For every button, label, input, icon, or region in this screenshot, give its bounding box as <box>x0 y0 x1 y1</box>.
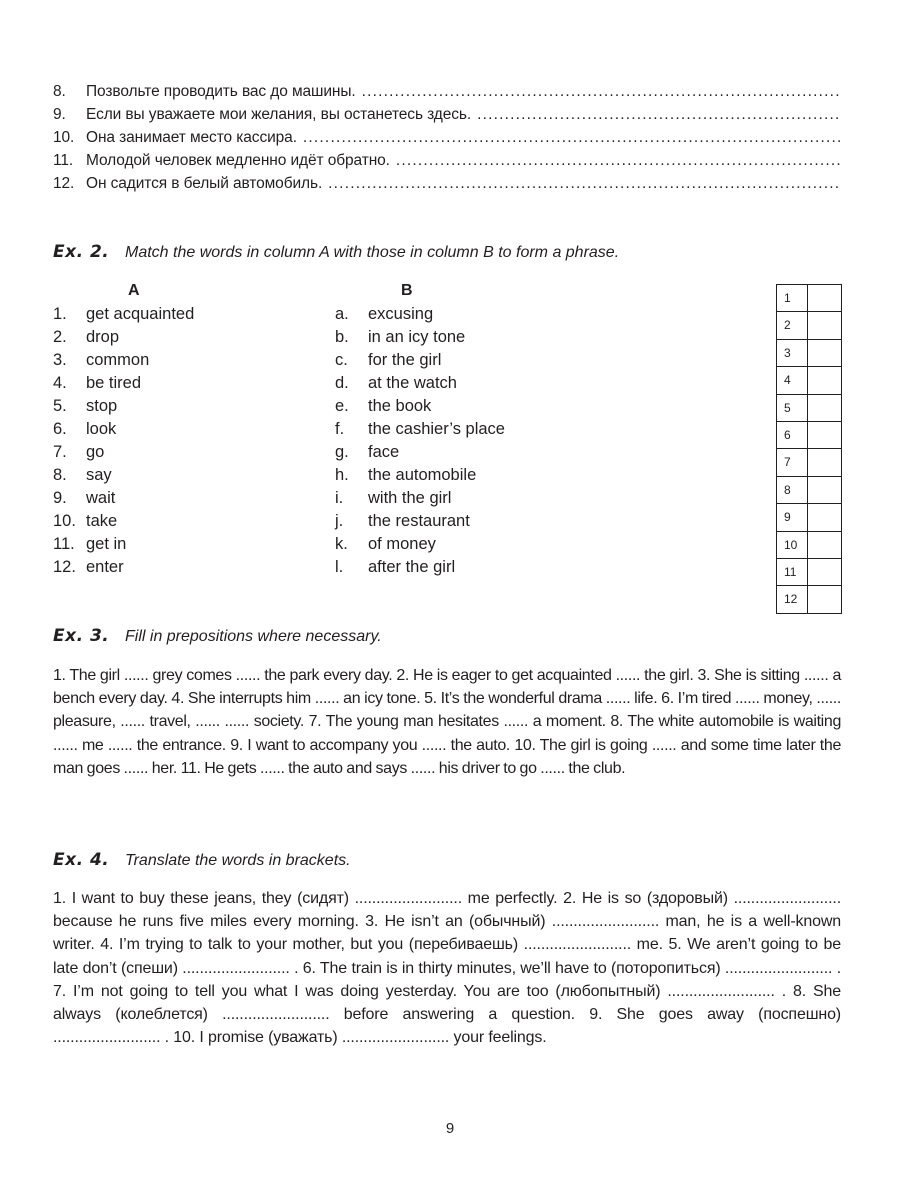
item-number: 2. <box>53 328 67 346</box>
column-b-item <box>335 372 457 395</box>
exercise-label: Ex. 4. <box>53 850 110 870</box>
answer-cell[interactable] <box>808 340 841 366</box>
item-number: 5. <box>53 397 67 415</box>
ex4-text: 1. I want to buy these jeans, they (сидят) ......................... me perfectly. 2. He is so (здоровый) ......................... because he runs five miles every morning. 3. He isn’t an (обычный) ......................... man, he is a well-known writer. 4. I’m trying to talk to your mother, but you (перебиваешь) ......................... me. 5. We aren’t going to be late don’t (спеши) ......................... . 6. The train is in thirty minutes, we’ll have to (поторопиться) ......................... . 7. I’m not going to tell you what I was doing yesterday. You are too (любопытный) ......................... . 8. She always (колеблется) ......................... before answering a question. 9. She goes away (поспешно) ......................... . 10. I promise (уважать) ......................... your feelings. <box>53 890 841 1047</box>
item-text: wait <box>86 489 116 507</box>
ex1-item <box>53 104 841 126</box>
item-number: 12. <box>53 558 76 576</box>
item-text: with the girl <box>368 489 452 507</box>
exercise-instruction: Match the words in column A with those in column B to form a phrase. <box>125 244 620 261</box>
answer-grid <box>776 284 842 614</box>
item-text: drop <box>86 328 120 346</box>
grid-number: 2 <box>777 312 808 338</box>
column-a-item <box>53 533 126 556</box>
column-a-item <box>53 487 115 510</box>
item-text: the book <box>368 397 432 415</box>
grid-number: 11 <box>777 559 808 585</box>
grid-number: 5 <box>777 395 808 421</box>
item-text: Она занимает место кассира. <box>86 129 297 146</box>
column-a-header: A <box>128 282 140 299</box>
column-a-item <box>53 349 149 372</box>
item-text: take <box>86 512 118 530</box>
grid-number: 8 <box>777 477 808 503</box>
item-number: 11. <box>53 535 75 553</box>
item-number: 3. <box>53 351 67 369</box>
item-number: 8. <box>53 83 66 100</box>
item-letter: i. <box>335 489 344 507</box>
column-b-item <box>335 395 431 418</box>
item-text: get acquainted <box>86 305 195 323</box>
answer-cell[interactable] <box>808 559 841 585</box>
item-number: 10. <box>53 129 75 146</box>
column-a-item <box>53 303 194 326</box>
answer-grid-row <box>777 532 841 559</box>
answer-grid-row <box>777 367 841 394</box>
item-number: 7. <box>53 443 67 461</box>
page-number: 9 <box>445 1120 455 1137</box>
item-text: look <box>86 420 117 438</box>
item-text: stop <box>86 397 118 415</box>
grid-number: 6 <box>777 422 808 448</box>
item-text: excusing <box>368 305 434 323</box>
item-letter: b. <box>335 328 349 346</box>
answer-grid-row <box>777 477 841 504</box>
answer-cell[interactable] <box>808 586 841 612</box>
item-text: face <box>368 443 400 461</box>
exercise-label: Ex. 2. <box>53 242 110 262</box>
ex1-item <box>53 127 841 149</box>
answer-grid-row <box>777 449 841 476</box>
exercise-label: Ex. 3. <box>53 626 110 646</box>
answer-grid-row <box>777 422 841 449</box>
column-a-item <box>53 464 112 487</box>
item-letter: d. <box>335 374 349 392</box>
item-text: enter <box>86 558 124 576</box>
column-b-item <box>335 487 451 510</box>
column-b-item <box>335 533 436 556</box>
ex2-heading <box>53 242 619 266</box>
item-letter: f. <box>335 420 345 438</box>
answer-blank[interactable] <box>396 150 841 172</box>
column-b-header: B <box>401 282 413 299</box>
item-letter: a. <box>335 305 349 323</box>
answer-cell[interactable] <box>808 449 841 475</box>
answer-grid-row <box>777 395 841 422</box>
ex1-item <box>53 150 841 172</box>
item-number: 11. <box>53 152 74 169</box>
item-number: 6. <box>53 420 67 438</box>
item-letter: l. <box>335 558 344 576</box>
item-number: 9. <box>53 106 66 123</box>
answer-cell[interactable] <box>808 395 841 421</box>
answer-blank[interactable] <box>303 127 841 149</box>
item-text: for the girl <box>368 351 442 369</box>
column-a-item <box>53 441 104 464</box>
answer-blank[interactable] <box>328 173 841 195</box>
item-letter: g. <box>335 443 349 461</box>
item-text: common <box>86 351 150 369</box>
item-text: Позвольте проводить вас до машины. <box>86 83 356 100</box>
grid-number: 1 <box>777 285 808 311</box>
column-a-item <box>53 372 141 395</box>
ex1-item <box>53 173 841 195</box>
answer-blank[interactable] <box>477 104 841 126</box>
item-text: after the girl <box>368 558 456 576</box>
answer-cell[interactable] <box>808 285 841 311</box>
answer-grid-row <box>777 586 841 613</box>
answer-cell[interactable] <box>808 504 841 530</box>
ex4-heading <box>53 850 351 874</box>
exercise-instruction: Translate the words in brackets. <box>125 852 351 869</box>
answer-cell[interactable] <box>808 422 841 448</box>
grid-number: 12 <box>777 586 808 612</box>
answer-cell[interactable] <box>808 532 841 558</box>
item-number: 8. <box>53 466 67 484</box>
item-text: go <box>86 443 105 461</box>
grid-number: 7 <box>777 449 808 475</box>
column-a-item <box>53 395 117 418</box>
item-number: 1. <box>53 305 67 323</box>
answer-cell[interactable] <box>808 312 841 338</box>
column-b-item <box>335 418 505 441</box>
item-text: the restaurant <box>368 512 470 530</box>
item-text: Он садится в белый автомобиль. <box>86 175 323 192</box>
item-text: Если вы уважаете мои желания, вы останетесь здесь. <box>86 106 472 123</box>
column-b-item <box>335 441 399 464</box>
ex3-text: 1. The girl ...... grey comes ...... the park every day. 2. He is eager to get acquainted ...... the girl. 3. She is sitting ...... a bench every day. 4. She interrupts him ...... an icy tone. 5. It’s the wonderful drama ...... life. 6. I’m tired ...... money, ...... pleasure, ...... travel, ...... ...... society. 7. The young man hesitates ...... a moment. 8. The white automobile is waiting ...... me ...... the entrance. 9. I want to accompany you ...... the auto. 10. The girl is going ...... and some time later the man goes ...... her. 11. He gets ...... the auto and says ...... his driver to go ...... the club. <box>53 667 841 777</box>
grid-number: 4 <box>777 367 808 393</box>
item-letter: e. <box>335 397 349 415</box>
column-b-item <box>335 464 476 487</box>
answer-blank[interactable] <box>362 81 841 103</box>
grid-number: 9 <box>777 504 808 530</box>
column-b-item <box>335 303 433 326</box>
item-number: 9. <box>53 489 67 507</box>
item-letter: j. <box>335 512 344 530</box>
item-number: 4. <box>53 374 67 392</box>
item-text: the automobile <box>368 466 477 484</box>
grid-number: 10 <box>777 532 808 558</box>
answer-grid-row <box>777 285 841 312</box>
column-a-item <box>53 556 124 579</box>
answer-grid-row <box>777 340 841 367</box>
item-number: 12. <box>53 175 75 192</box>
item-number: 10. <box>53 512 76 530</box>
item-text: get in <box>86 535 127 553</box>
column-b-item <box>335 556 455 579</box>
column-b-item <box>335 349 441 372</box>
item-text: be tired <box>86 374 142 392</box>
answer-cell[interactable] <box>808 477 841 503</box>
item-text: of money <box>368 535 436 553</box>
column-b-item <box>335 510 470 533</box>
item-text: at the watch <box>368 374 457 392</box>
answer-grid-row <box>777 312 841 339</box>
item-text: say <box>86 466 112 484</box>
answer-grid-row <box>777 504 841 531</box>
item-letter: c. <box>335 351 348 369</box>
answer-cell[interactable] <box>808 367 841 393</box>
item-text: Молодой человек медленно идёт обратно. <box>86 152 390 169</box>
ex1-item <box>53 81 841 103</box>
grid-number: 3 <box>777 340 808 366</box>
item-letter: k. <box>335 535 348 553</box>
item-text: the cashier’s place <box>368 420 505 438</box>
column-b-item <box>335 326 465 349</box>
item-text: in an icy tone <box>368 328 466 346</box>
item-letter: h. <box>335 466 349 484</box>
answer-grid-row <box>777 559 841 586</box>
column-a-item <box>53 326 119 349</box>
column-a-item <box>53 418 116 441</box>
ex3-heading <box>53 626 382 650</box>
exercise-instruction: Fill in prepositions where necessary. <box>125 628 382 645</box>
column-a-item <box>53 510 117 533</box>
